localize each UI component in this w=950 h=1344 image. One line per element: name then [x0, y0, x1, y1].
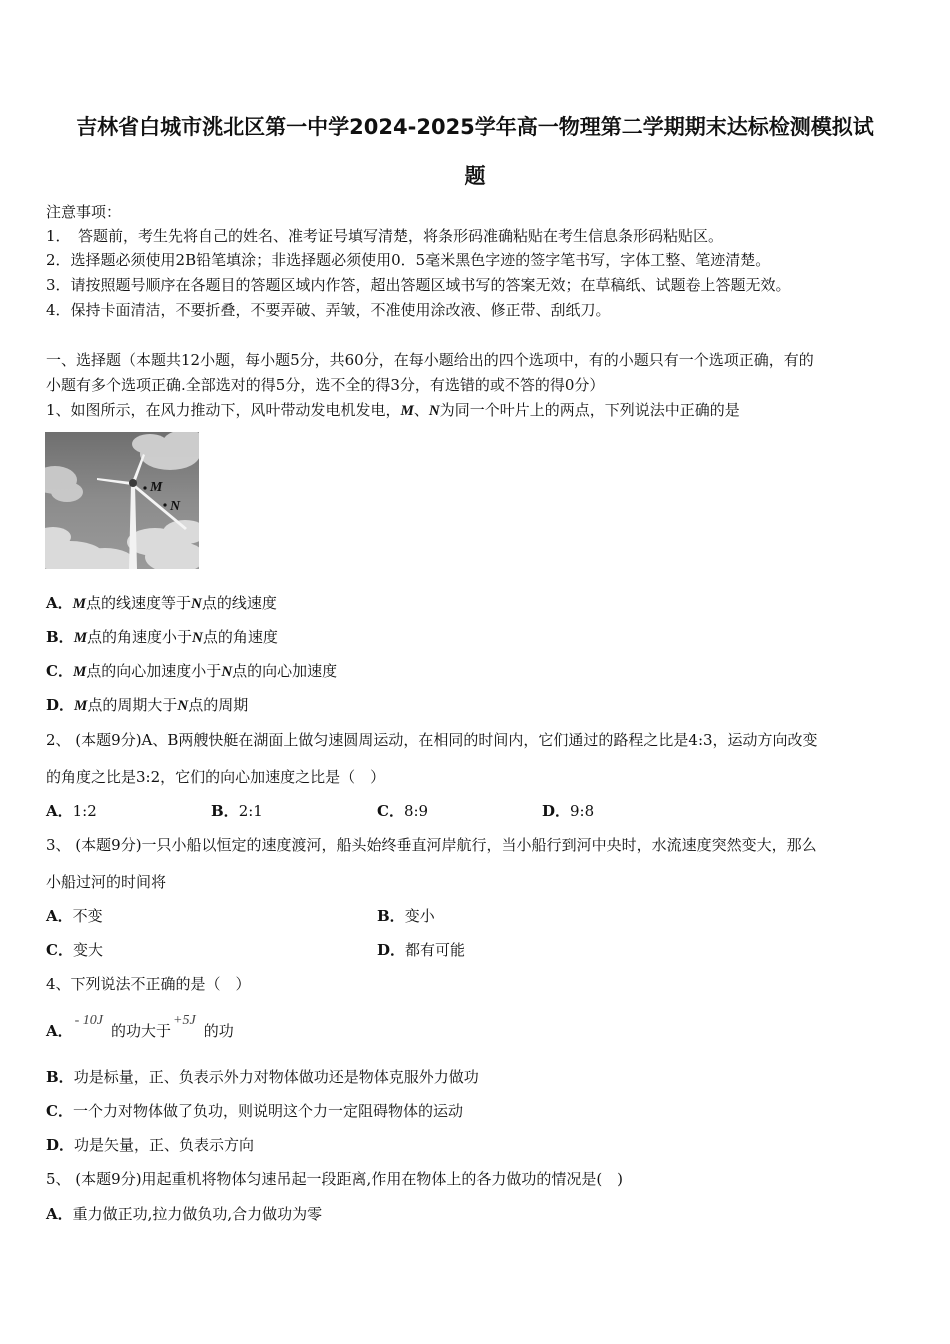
- option-label: A．: [46, 802, 73, 820]
- q4-option-a[interactable]: [46, 1013, 234, 1044]
- turbine-hub: [129, 479, 137, 487]
- q1-option-d[interactable]: [46, 694, 248, 717]
- option-var-2: N: [191, 596, 202, 612]
- option-var-1: M: [74, 698, 88, 714]
- option-text: 9:8: [570, 802, 595, 820]
- q5-option-a[interactable]: [46, 1203, 322, 1225]
- q1-stem-a: 1、如图所示，在风力推动下，风叶带动发电机发电，: [46, 401, 401, 419]
- option-label: B．: [46, 1068, 74, 1086]
- option-text-tail: 点的向心加速度: [232, 662, 338, 680]
- option-text: 都有可能: [405, 941, 466, 959]
- option-text: 变小: [404, 907, 435, 925]
- q2-option-c[interactable]: [377, 800, 428, 822]
- q4-option-b[interactable]: [46, 1066, 479, 1088]
- option-label: D．: [46, 1136, 75, 1154]
- q2-stem-line-2: 的角度之比是3:2，它们的向心加速度之比是（ ）: [46, 768, 386, 786]
- option-var-2: N: [221, 664, 233, 680]
- q1-option-c[interactable]: [46, 660, 337, 683]
- option-label: D．: [46, 696, 75, 714]
- option-label: D．: [377, 941, 406, 959]
- q5-stem: 5、 (本题9分)用起重机将物体匀速吊起一段距离,作用在物体上的各力做功的情况是( ): [46, 1170, 624, 1188]
- option-text: 1:2: [72, 802, 97, 820]
- option-text: 点的角速度小于: [87, 628, 193, 646]
- option-var-1: M: [72, 596, 86, 612]
- q1-option-b[interactable]: [46, 626, 278, 649]
- notice-heading: 注意事项：: [46, 203, 122, 221]
- q3-stem-line-1: 3、 (本题9分)一只小船以恒定的速度渡河，船头始终垂直河岸航行，当小船行到河中央时，水流速度突然变大，那么: [46, 836, 817, 854]
- option-text: 2:1: [238, 802, 263, 820]
- q1-var-n: N: [428, 403, 440, 419]
- section-instructions-line-2: 小题有多个选项正确.全部选对的得5分，选不全的得3分，有选错的或不答的得0分）: [46, 376, 605, 394]
- option-text: 变大: [72, 941, 103, 959]
- option-text: 不变: [72, 907, 103, 925]
- option-var-2: N: [177, 698, 189, 714]
- point-m-marker: [143, 486, 146, 489]
- option-label: A．: [46, 1205, 73, 1223]
- point-n-label: N: [170, 499, 181, 514]
- point-n-marker: [163, 503, 166, 506]
- option-text: 功是矢量，正、负表示方向: [74, 1136, 255, 1154]
- option-text-tail: 的功: [203, 1022, 234, 1040]
- option-label: B．: [211, 802, 239, 820]
- wind-turbine-figure: [45, 432, 199, 569]
- notice-item-1: 1． 答题前，考生先将自己的姓名、准考证号填写清楚，将条形码准确粘贴在考生信息条形码粘贴区。: [46, 227, 724, 245]
- option-label: B．: [46, 628, 74, 646]
- option-var-1: M: [73, 630, 88, 646]
- q3-option-b[interactable]: [377, 905, 435, 927]
- option-label: D．: [542, 802, 571, 820]
- q4-option-c[interactable]: [46, 1100, 463, 1122]
- option-var-1: M: [72, 664, 87, 680]
- option-text: 重力做正功,拉力做负功,合力做功为零: [72, 1205, 323, 1223]
- q1-option-a[interactable]: [46, 592, 277, 615]
- q3-option-c[interactable]: [46, 939, 103, 961]
- q2-stem-line-1: 2、 (本题9分)A、B两艘快艇在湖面上做匀速圆周运动，在相同的时间内，它们通过的路程之比是4:3，运动方向改变: [46, 731, 818, 749]
- option-text: 点的周期大于: [87, 696, 178, 714]
- option-label: C．: [46, 941, 73, 959]
- q4-option-d[interactable]: [46, 1134, 254, 1156]
- q1-stem-b: 为同一个叶片上的两点，下列说法中正确的是: [439, 401, 740, 419]
- option-label: C．: [46, 662, 73, 680]
- option-text: 功是标量，正、负表示外力对物体做功还是物体克服外力做功: [73, 1068, 479, 1086]
- wind-turbine-photo: [45, 432, 199, 569]
- option-text-tail: 点的线速度: [201, 594, 277, 612]
- option-text: 的功大于: [111, 1022, 172, 1040]
- option-text: 8:9: [403, 802, 429, 820]
- notice-item-3: 3．请按照题号顺序在各题目的答题区域内作答，超出答题区域书写的答案无效；在草稿纸、试题卷上答题无效。: [46, 276, 791, 294]
- point-m-label: M: [150, 480, 163, 495]
- q1-var-m: M: [400, 403, 414, 419]
- option-text: 点的线速度等于: [85, 594, 191, 612]
- section-instructions-line-1: 一、选择题（本题共12小题，每小题5分，共60分，在每小题给出的四个选项中，有的小题只有一个选项正确，有的: [46, 351, 814, 369]
- option-label: A．: [46, 594, 73, 612]
- option-label: C．: [46, 1102, 73, 1120]
- option-label: A．: [46, 907, 73, 925]
- option-text-tail: 点的周期: [188, 696, 249, 714]
- q3-option-a[interactable]: [46, 905, 103, 927]
- page-title-line-2: 题: [464, 164, 486, 188]
- notice-item-2: 2．选择题必须使用2B铅笔填涂；非选择题必须使用0．5毫米黑色字迹的签字笔书写，字体工整、笔迹清楚。: [46, 251, 771, 269]
- option-var-2: N: [192, 630, 203, 646]
- option-text: 点的向心加速度小于: [86, 662, 222, 680]
- math-neg-10j: - 10J: [74, 1013, 104, 1028]
- notice-item-4: 4．保持卡面清洁，不要折叠，不要弄破、弄皱，不准使用涂改液、修正带、刮纸刀。: [46, 301, 611, 319]
- q2-option-b[interactable]: [211, 800, 263, 822]
- option-label: A．: [46, 1022, 73, 1040]
- q2-option-d[interactable]: [542, 800, 594, 822]
- page-title-line-1: 吉林省白城市洮北区第一中学2024-2025学年高一物理第二学期期末达标检测模拟试: [76, 115, 874, 139]
- q3-stem-line-2: 小船过河的时间将: [46, 873, 167, 891]
- option-label: B．: [377, 907, 405, 925]
- math-plus-5j: +5J: [173, 1013, 196, 1028]
- q1-sep: 、: [413, 401, 429, 419]
- option-text-tail: 点的角速度: [202, 628, 278, 646]
- option-text: 一个力对物体做了负功，则说明这个力一定阻碍物体的运动: [72, 1102, 463, 1120]
- q4-stem: 4、下列说法不正确的是（ ）: [46, 975, 251, 993]
- q3-option-d[interactable]: [377, 939, 465, 961]
- option-label: C．: [377, 802, 404, 820]
- q1-stem: [46, 399, 740, 422]
- q2-option-a[interactable]: [46, 800, 97, 822]
